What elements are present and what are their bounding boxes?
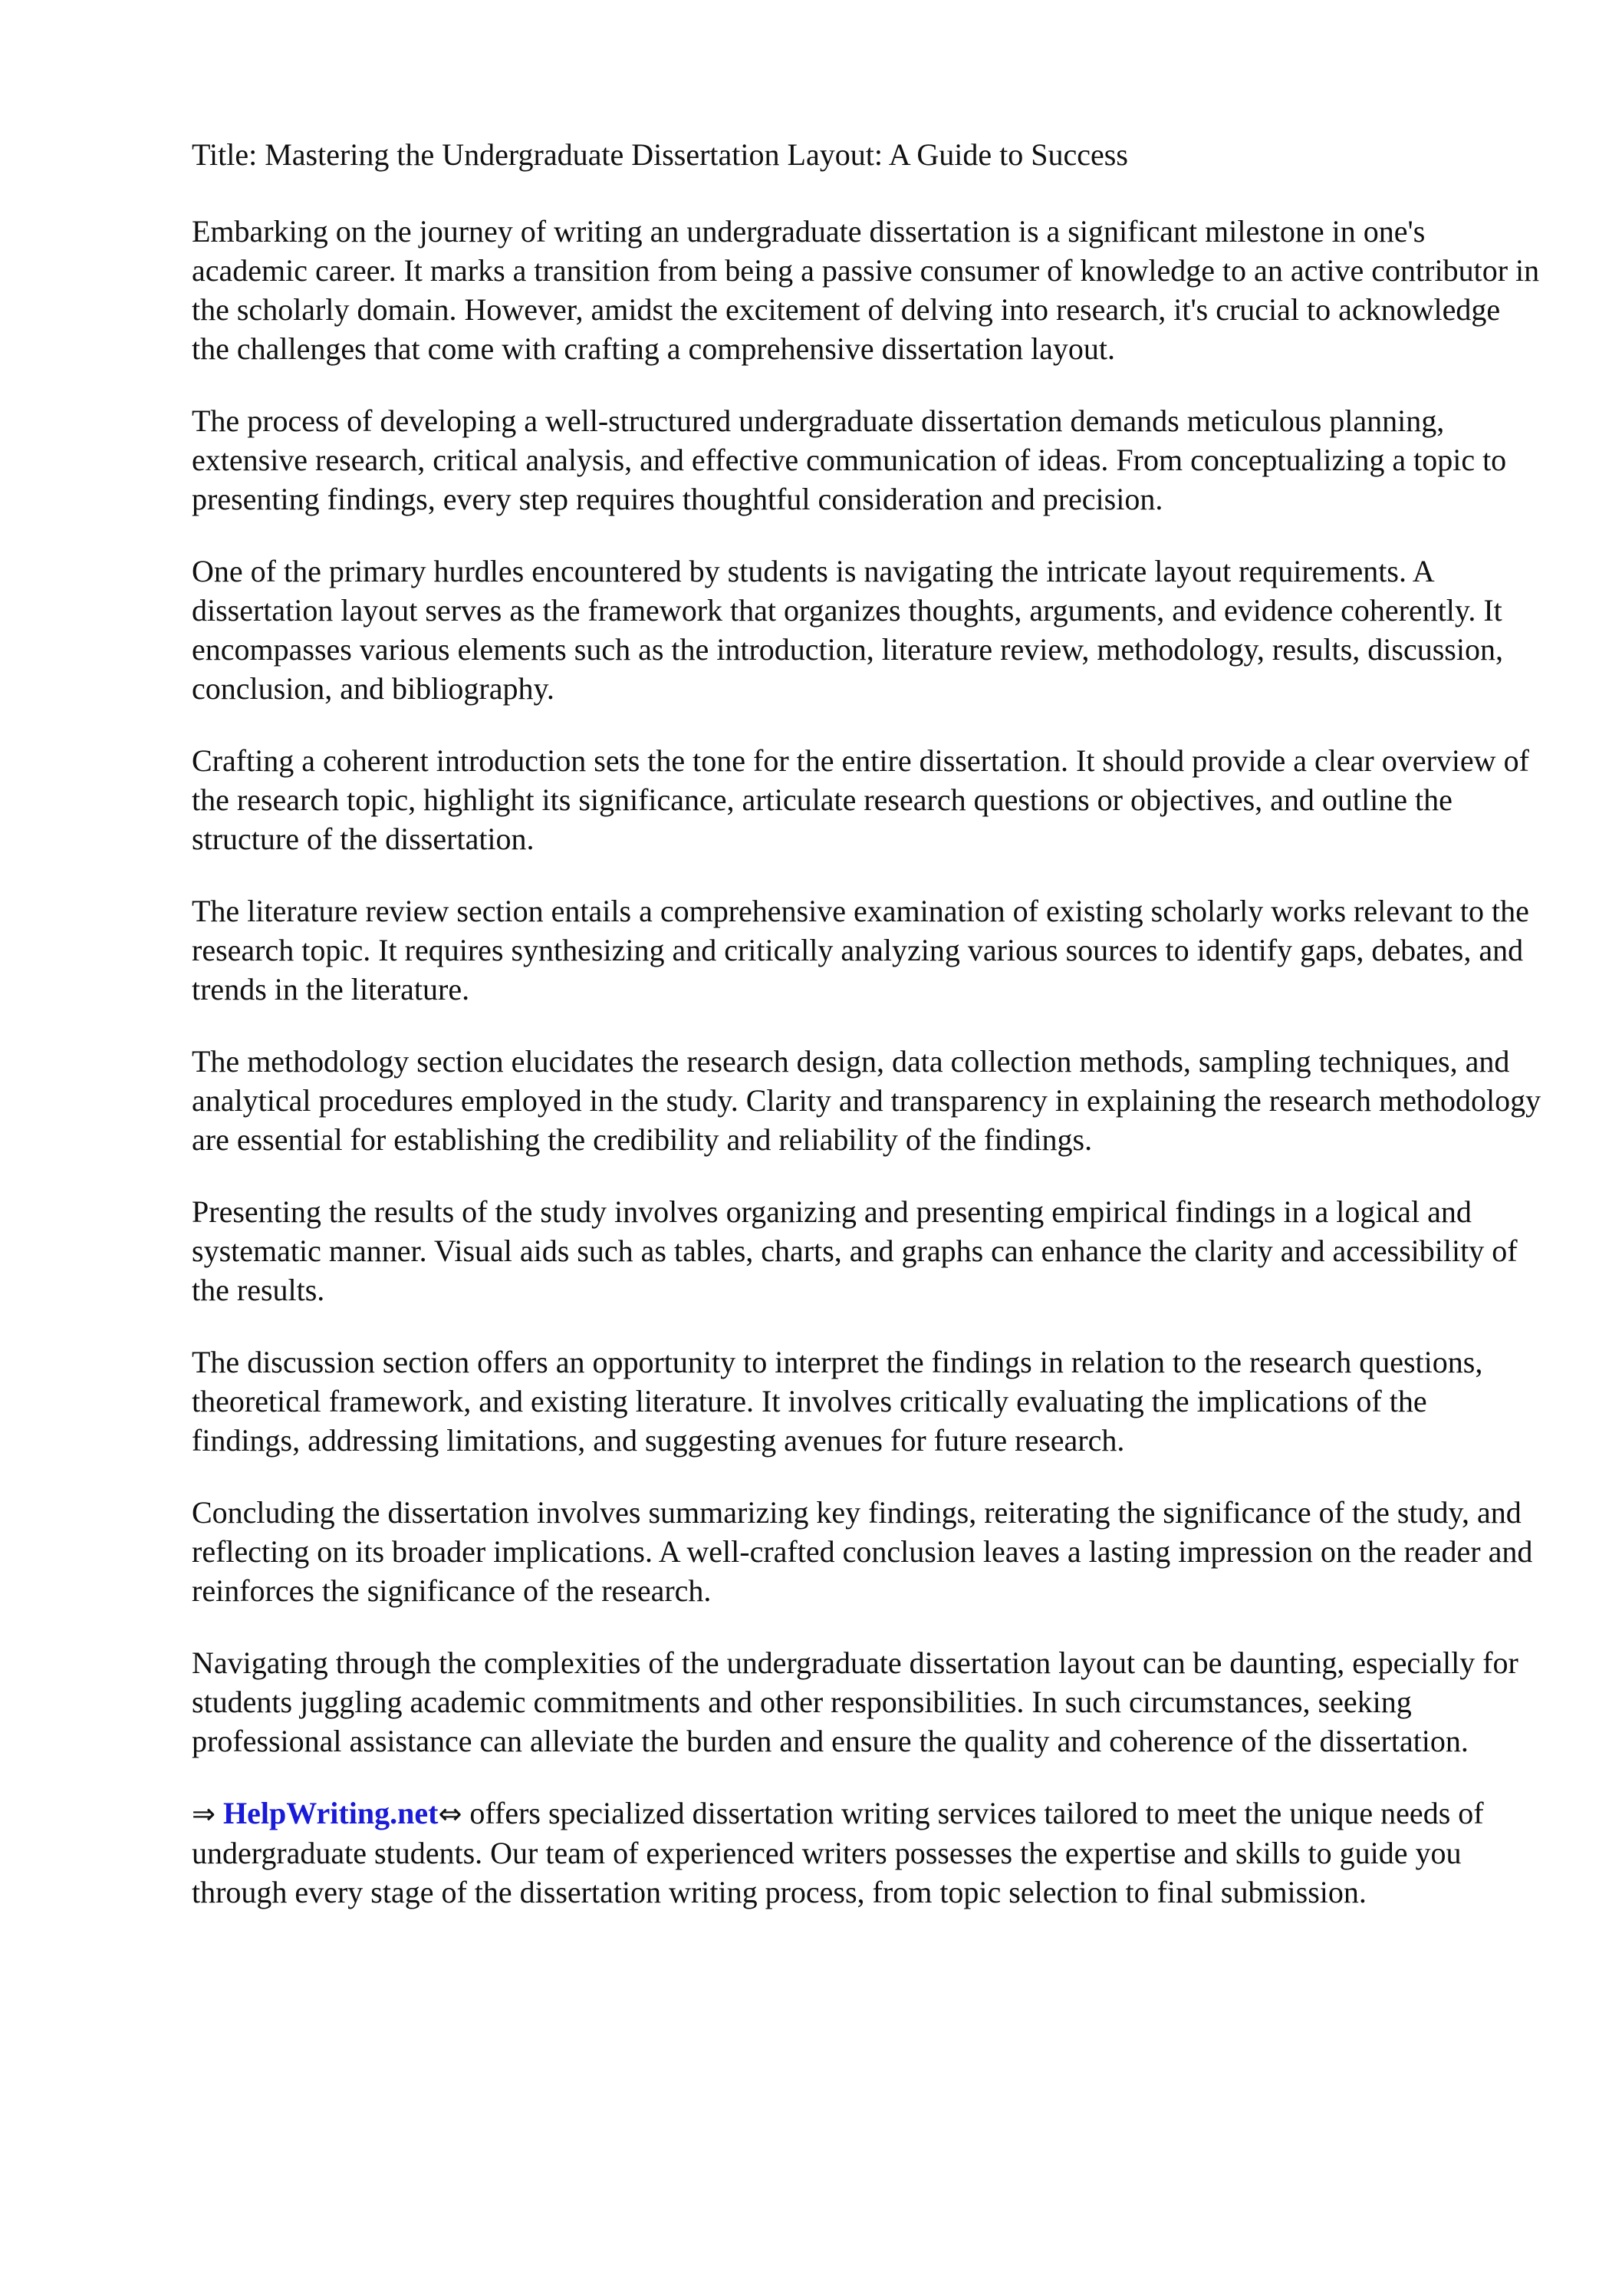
paragraph-discussion: The discussion section offers an opportunity to interpret the findings in relation to the research questions, theoretical framework, and existing literature. It involves critically evaluating the implications of the findings, addressing limitations, and suggesting avenues for future research. [192, 1345, 1483, 1458]
paragraph-literature-review: The literature review section entails a comprehensive examination of existing scholarly works relevant to the research topic. It requires synthesizing and critically analyzing various sources to identify gaps, debates, and trends in the literature. [192, 894, 1529, 1006]
paragraph-intro: Embarking on the journey of writing an undergraduate dissertation is a significant milestone in one's academic career. It marks a transition from being a passive consumer of knowledge to an active contributor in the scholarly domain. However, amidst the excitement of delving into research, it's crucial to acknowledge the challenges that come with crafting a comprehensive dissertation layout. [192, 214, 1540, 366]
paragraph-process: The process of developing a well-structured undergraduate dissertation demands meticulous planning, extensive research, critical analysis, and effective communication of ideas. From conceptualizing a topic to presenting findings, every step requires thoughtful consideration and precision. [192, 404, 1507, 516]
left-right-double-arrow-icon: ⇔ [438, 1797, 462, 1830]
paragraph-conclusion: Concluding the dissertation involves summarizing key findings, reiterating the significance of the study, and reflecting on its broader implications. A well-crafted conclusion leaves a lasting impression on the reader and reinforces the significance of the research. [192, 1495, 1533, 1608]
helpwriting-link[interactable]: HelpWriting.net [223, 1796, 439, 1830]
right-double-arrow-icon: ⇒ [192, 1797, 216, 1830]
paragraph-introduction: Crafting a coherent introduction sets the tone for the entire dissertation. It should provide a clear overview of the research topic, highlight its significance, articulate research questions or objectives, and outline the structure of the dissertation. [192, 743, 1529, 856]
paragraph-navigating: Navigating through the complexities of the undergraduate dissertation layout can be daunting, especially for students juggling academic commitments and other responsibilities. In such circumstances, seeking professional assistance can alleviate the burden and ensure the quality and coherence of the dissertation. [192, 1645, 1518, 1758]
document-page [192, 135, 1541, 1945]
paragraph-results: Presenting the results of the study involves organizing and presenting empirical findings in a logical and systematic manner. Visual aids such as tables, charts, and graphs can enhance the clarity and accessibility of the results. [192, 1194, 1518, 1307]
document-title: Title: Mastering the Undergraduate Dissertation Layout: A Guide to Success [192, 137, 1128, 172]
paragraph-layout-hurdles: One of the primary hurdles encountered by students is navigating the intricate layout requirements. A dissertation layout serves as the framework that organizes thoughts, arguments, and evidence coherently. It encompasses various elements such as the introduction, literature review, methodology, results, discussion, conclusion, and bibliography. [192, 554, 1503, 706]
promo-paragraph [192, 1794, 1541, 1912]
promo-text: offers specialized dissertation writing services tailored to meet the unique needs of undergraduate students. Our team of experienced writers possesses the expertise and skills to guide you through every stage of the dissertation writing process, from topic selection to final submission. [192, 1796, 1484, 1909]
paragraph-methodology: The methodology section elucidates the research design, data collection methods, sampling techniques, and analytical procedures employed in the study. Clarity and transparency in explaining the research methodology are essential for establishing the credibility and reliability of the findings. [192, 1044, 1541, 1157]
